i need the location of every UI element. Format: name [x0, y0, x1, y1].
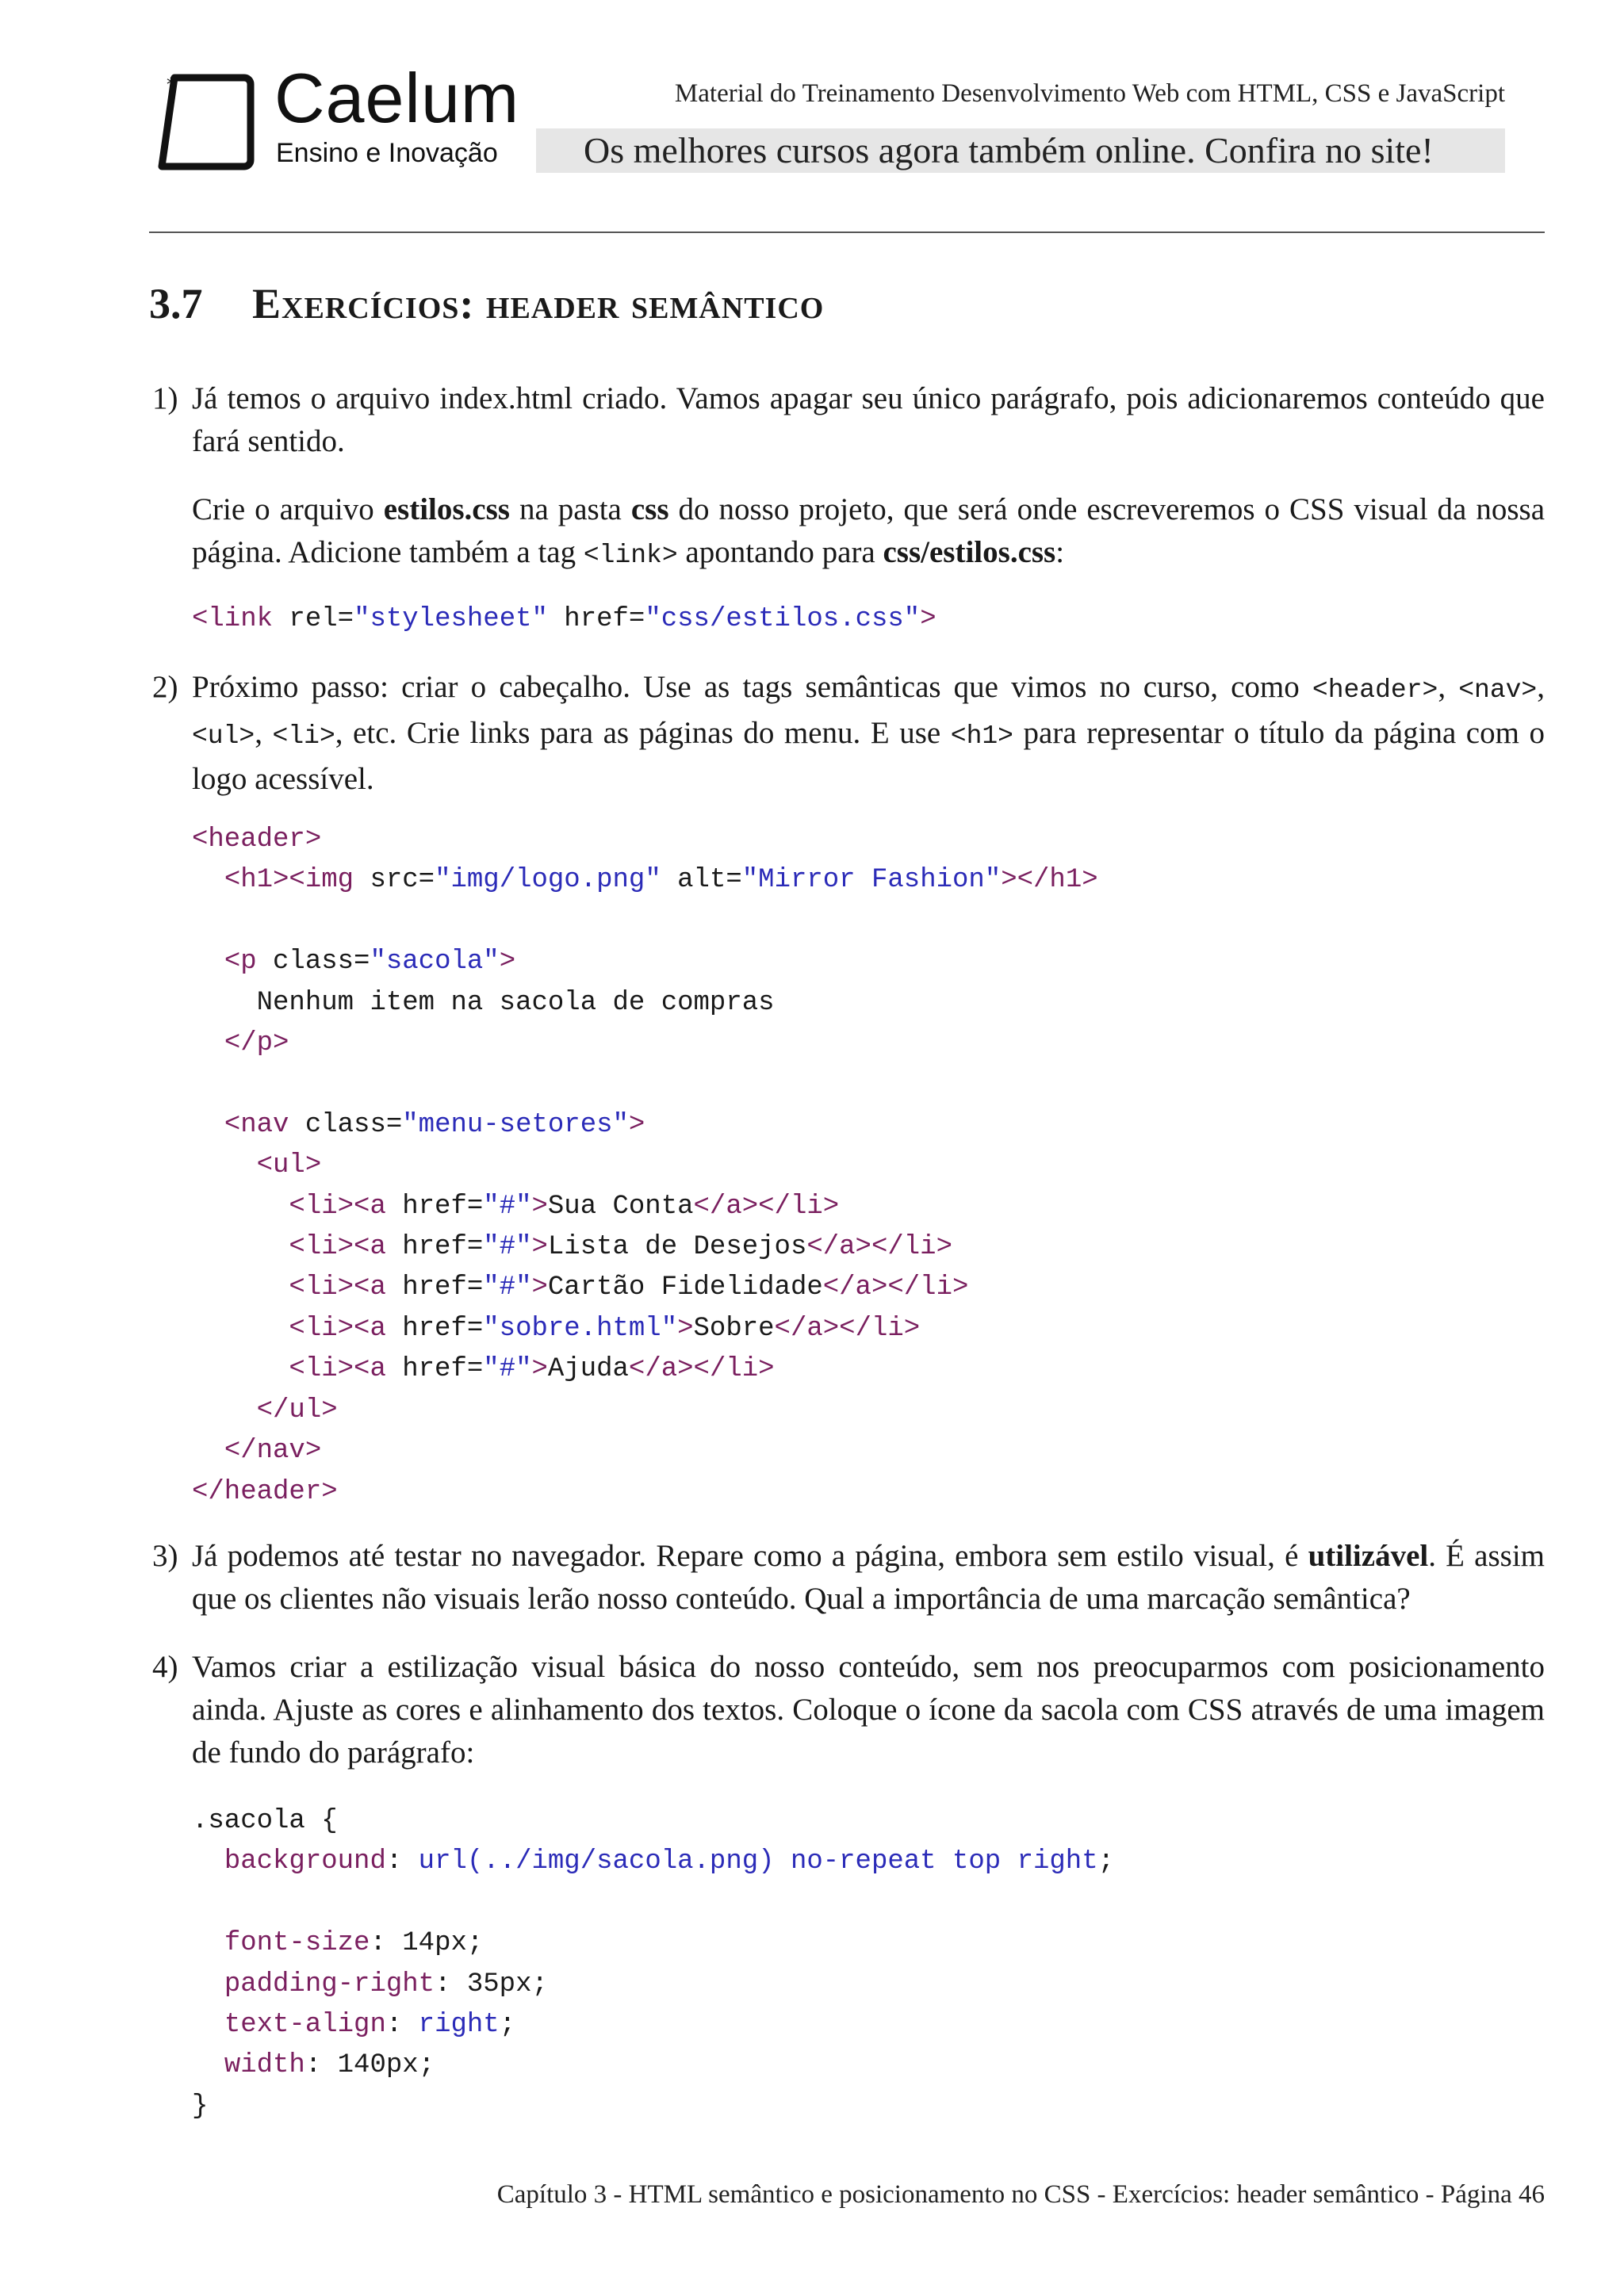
header-banner: [536, 128, 1505, 173]
header-course-title: Material do Treinamento Desenvolvimento Web com HTML, CSS e JavaScript: [674, 79, 1505, 108]
svg-text:*: *: [167, 75, 175, 95]
logo-subtitle: Ensino e Inovação: [276, 138, 498, 168]
caelum-logo: [155, 59, 520, 176]
section-title: Exercícios: header semântico: [252, 280, 825, 327]
header-divider: [149, 232, 1545, 233]
item-3-label: 3): [152, 1539, 178, 1573]
item-2-paragraph: Próximo passo: criar o cabeçalho. Use as tags semânticas que vimos no curso, como <header>, <nav>, <ul>, <li>, etc. Crie links para as páginas do menu. E use <h1> para representar o título da página com o logo acessível.: [192, 670, 1545, 796]
item-4-label: 4): [152, 1650, 178, 1684]
section-number: 3.7: [149, 280, 203, 327]
item-1-paragraph-2: Crie o arquivo estilos.css na pasta css do nosso projeto, que será onde escreveremos o CSS visual da nossa página. Adicione também a tag <link> apontando para css/estilos.css:: [192, 492, 1545, 570]
page-footer: Capítulo 3 - HTML semântico e posicionamento no CSS - Exercícios: header semântico - Página 46: [496, 2180, 1545, 2209]
item-4-paragraph: Vamos criar a estilização visual básica do nosso conteúdo, sem nos preocuparmos com posicionamento ainda. Ajuste as cores e alinhamento dos textos. Coloque o ícone da sacola com CSS através de uma imagem de fundo do parágrafo:: [192, 1650, 1545, 1770]
header-banner-text: Os melhores cursos agora também online. Confira no site!: [584, 130, 1434, 170]
caelum-logo-mark-icon: [155, 71, 257, 173]
item-3-paragraph: Já podemos até testar no navegador. Repare como a página, embora sem estilo visual, é utilizável. É assim que os clientes não visuais lerão nosso conteúdo. Qual a importância de uma marcação semântica?: [192, 1539, 1545, 1616]
code-header-markup: <header> <h1><img src="img/logo.png" alt="Mirror Fashion"></h1> <p class="sacola"> Nenhum item na sacola de compras </p> <nav class="menu-setores"> <ul> <li><a href="#">Sua Conta</a></li> <li><a href="#">Lista de Desejos</a></li> <li><a href="#">Cartão Fidelidade</a></li> <li><a href="sobre.html">Sobre</a></li> <li><a href="#">Ajuda</a></li> </ul> </nav> </header>: [192, 825, 1098, 1507]
section-heading: [149, 279, 824, 328]
item-2-label: 2): [152, 670, 178, 704]
item-1-label: 1): [152, 381, 178, 415]
code-sacola-css: .sacola { background: url(../img/sacola.png) no-repeat top right; font-size: 14px; padding-right: 35px; text-align: right; width: 140px; }: [192, 1806, 1115, 2122]
item-1-paragraph-1: Já temos o arquivo index.html criado. Vamos apagar seu único parágrafo, pois adicionaremos conteúdo que fará sentido.: [192, 381, 1545, 458]
logo-name: Caelum: [274, 59, 520, 137]
code-link-tag: <link rel="stylesheet" href="css/estilos.css">: [192, 604, 936, 634]
